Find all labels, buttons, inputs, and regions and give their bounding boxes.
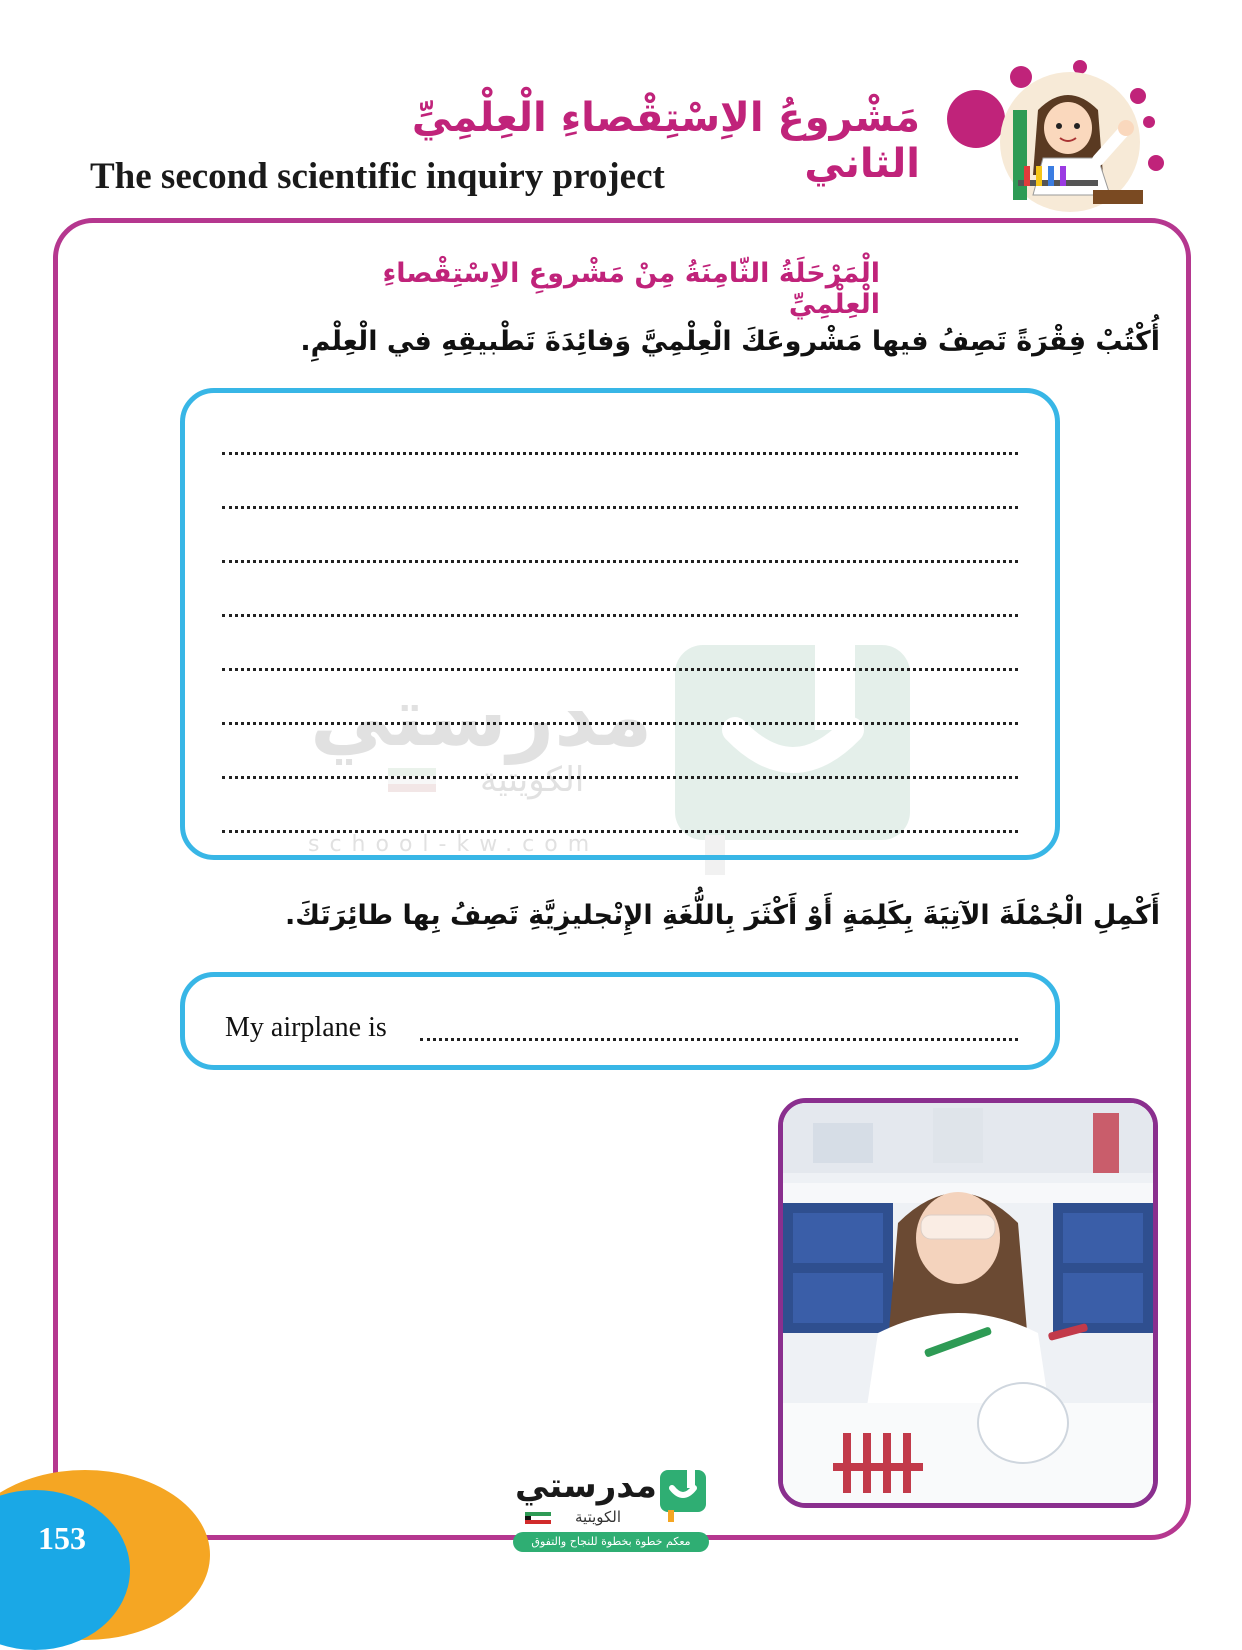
watermark-url: school-kw.com (308, 832, 600, 857)
girl-in-lab-photo (783, 1103, 1153, 1503)
decor-circle-large (947, 90, 1005, 148)
footer-logo-icon (660, 1470, 708, 1524)
writing-line[interactable] (222, 776, 1018, 779)
footer-logo-sub: الكويتية (575, 1508, 622, 1526)
lab-photo (778, 1098, 1158, 1508)
sentence-answer-line[interactable] (420, 1038, 1018, 1041)
scientist-girl-illustration (998, 70, 1148, 215)
sentence-prompt: My airplane is (225, 1012, 387, 1043)
watermark-brand: مدرستي (310, 670, 653, 765)
paragraph-writing-box[interactable] (180, 388, 1060, 860)
footer-flag-icon (525, 1512, 551, 1524)
page-number: 153 (38, 1520, 86, 1556)
watermark-sub: الكويتية (480, 760, 585, 800)
writing-line[interactable] (222, 614, 1018, 617)
writing-line[interactable] (222, 668, 1018, 671)
writing-line[interactable] (222, 506, 1018, 509)
writing-line[interactable] (222, 452, 1018, 455)
page-title-arabic: مَشْروعُ الاِسْتِقْصاءِ الْعِلْمِيِّ الثاني (411, 95, 920, 187)
instruction-complete-sentence: أَكْمِلِ الْجُمْلَةَ الآتِيَةَ بِكَلِمَةٍ أَوْ أَكْثَرَ بِاللُّغَةِ الإِنْجليزِيَّةِ تَصِفُ بِها طائِرَتَكَ. (285, 900, 1160, 931)
footer-logo (515, 1468, 715, 1578)
page-title-english: The second scientific inquiry project (90, 156, 665, 197)
footer-tagline: معكم خطوة بخطوة للنجاح والتفوق (513, 1532, 709, 1552)
decor-circle (1148, 155, 1164, 171)
stage-title: الْمَرْحَلَةُ الثّامِنَةُ مِنْ مَشْروعِ الاِسْتِقْصاءِ الْعِلْمِيِّ (382, 258, 880, 320)
footer-logo-text: مدرستي (515, 1466, 657, 1506)
writing-line[interactable] (222, 722, 1018, 725)
writing-line[interactable] (222, 560, 1018, 563)
writing-line[interactable] (222, 830, 1018, 833)
instruction-write-paragraph: أُكْتُبْ فِقْرَةً تَصِفُ فيها مَشْروعَكَ الْعِلْمِيَّ وَفائِدَةَ تَطْبيقِهِ في الْعِلْمِ. (300, 326, 1160, 357)
